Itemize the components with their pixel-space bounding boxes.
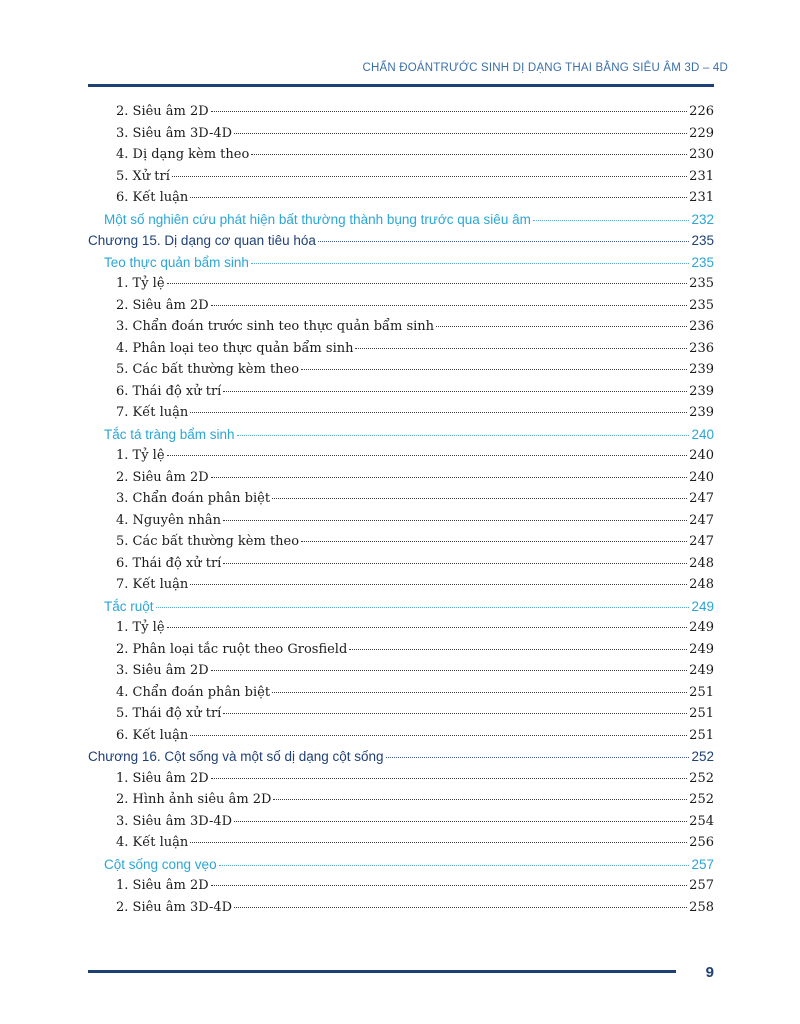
toc-dot-leader — [223, 390, 687, 392]
toc-section[interactable] — [88, 596, 714, 618]
toc-dot-leader — [211, 476, 687, 478]
toc-entry-label: Cột sống cong vẹo — [104, 856, 217, 872]
toc-dot-leader — [167, 282, 688, 284]
toc-entry-page: 247 — [689, 534, 714, 549]
toc-entry-page: 226 — [689, 104, 714, 119]
toc-entry-page: 251 — [689, 727, 714, 743]
toc-entry-label: 5. Thái độ xử trí — [116, 706, 222, 721]
toc-entry-label: 2. Siêu âm 2D — [116, 469, 209, 485]
toc-entry-label: 1. Tỷ lệ — [116, 276, 165, 291]
toc-entry-label: 2. Siêu âm 3D-4D — [116, 899, 233, 915]
toc-dot-leader — [211, 110, 687, 112]
toc-entry-page: 236 — [689, 340, 714, 356]
toc-subsection[interactable] — [88, 101, 714, 123]
toc-entry-label: 3. Chẩn đoán phân biệt — [116, 491, 271, 506]
toc-dot-leader — [167, 626, 688, 628]
toc-section[interactable] — [88, 424, 714, 446]
toc-subsection[interactable] — [88, 295, 714, 317]
footer-divider — [88, 970, 676, 973]
toc-subsection[interactable] — [88, 725, 714, 747]
toc-dot-leader — [318, 240, 690, 242]
toc-dot-leader — [211, 669, 687, 671]
toc-dot-leader — [219, 864, 690, 866]
toc-subsection[interactable] — [88, 811, 714, 833]
toc-entry-page: 251 — [689, 706, 714, 721]
toc-entry-label: 4. Phân loại teo thực quản bẩm sinh — [116, 340, 354, 356]
toc-subsection[interactable] — [88, 617, 714, 639]
page-number: 9 — [705, 964, 714, 981]
toc-entry-page: 252 — [689, 792, 714, 807]
toc-dot-leader — [156, 606, 690, 608]
toc-entry-page: 232 — [691, 211, 714, 227]
toc-entry-label: 6. Kết luận — [116, 190, 189, 205]
toc-entry-label: Chương 16. Cột sống và một số dị dạng cột sống — [88, 749, 384, 764]
toc-dot-leader — [223, 519, 687, 521]
toc-entry-page: 252 — [691, 749, 714, 764]
toc-subsection[interactable] — [88, 639, 714, 661]
toc-subsection[interactable] — [88, 703, 714, 725]
toc-entry-label: Teo thực quản bẩm sinh — [104, 254, 249, 270]
toc-dot-leader — [190, 734, 687, 736]
toc-entry-page: 231 — [689, 168, 714, 184]
toc-entry-page: 252 — [689, 770, 714, 786]
toc-entry-page: 249 — [689, 641, 714, 657]
toc-subsection[interactable] — [88, 875, 714, 897]
toc-subsection[interactable] — [88, 123, 714, 145]
toc-dot-leader — [172, 175, 687, 177]
toc-dot-leader — [223, 562, 687, 564]
toc-dot-leader — [355, 347, 687, 349]
toc-section[interactable] — [88, 252, 714, 274]
running-header: CHẨN ĐOÁNTRƯỚC SINH DỊ DẠNG THAI BẰNG SIÊU ÂM 3D – 4D — [362, 62, 728, 74]
toc-dot-leader — [167, 454, 688, 456]
toc-subsection[interactable] — [88, 381, 714, 403]
toc-entry-label: 4. Kết luận — [116, 835, 189, 850]
toc-entry-page: 248 — [689, 555, 714, 571]
toc-entry-label: 3. Siêu âm 2D — [116, 663, 209, 678]
toc-entry-label: 2. Hình ảnh siêu âm 2D — [116, 792, 272, 807]
toc-subsection[interactable] — [88, 897, 714, 919]
toc-entry-label: 2. Siêu âm 2D — [116, 297, 209, 313]
toc-entry-page: 236 — [689, 319, 714, 334]
toc-entry-label: Tắc ruột — [104, 598, 154, 614]
toc-dot-leader — [272, 691, 687, 693]
toc-entry-page: 248 — [689, 577, 714, 592]
toc-section[interactable] — [88, 209, 714, 231]
toc-entry-page: 239 — [689, 383, 714, 399]
toc-entry-label: 1. Siêu âm 2D — [116, 770, 209, 786]
toc-entry-page: 257 — [691, 856, 714, 872]
toc-section[interactable] — [88, 854, 714, 876]
toc-subsection[interactable] — [88, 832, 714, 854]
toc-entry-page: 256 — [689, 835, 714, 850]
toc-dot-leader — [436, 325, 687, 327]
toc-entry-page: 240 — [691, 426, 714, 442]
toc-subsection[interactable] — [88, 402, 714, 424]
toc-entry-label: 1. Tỷ lệ — [116, 620, 165, 635]
toc-entry-page: 247 — [689, 512, 714, 528]
toc-subsection[interactable] — [88, 187, 714, 209]
toc-entry-page: 258 — [689, 899, 714, 915]
toc-entry-label: 6. Kết luận — [116, 727, 189, 743]
toc-subsection[interactable] — [88, 531, 714, 553]
toc-dot-leader — [386, 756, 690, 758]
toc-entry-label: 4. Chẩn đoán phân biệt — [116, 684, 271, 700]
toc-entry-page: 254 — [689, 813, 714, 829]
toc-entry-page: 230 — [689, 147, 714, 162]
toc-entry-label: 5. Các bất thường kèm theo — [116, 362, 300, 377]
toc-entry-page: 251 — [689, 684, 714, 700]
toc-dot-leader — [211, 884, 687, 886]
toc-entry-label: 3. Siêu âm 3D-4D — [116, 813, 233, 829]
toc-dot-leader — [251, 153, 687, 155]
toc-entry-label: 5. Xử trí — [116, 168, 170, 184]
toc-entry-label: 7. Kết luận — [116, 405, 189, 420]
toc-chapter[interactable] — [88, 746, 714, 768]
toc-entry-label: 2. Siêu âm 2D — [116, 104, 209, 119]
toc-entry-label: 6. Thái độ xử trí — [116, 383, 222, 399]
toc-dot-leader — [190, 196, 687, 198]
toc-dot-leader — [349, 648, 687, 650]
toc-dot-leader — [223, 712, 687, 714]
toc-dot-leader — [237, 434, 690, 436]
toc-entry-page: 240 — [689, 469, 714, 485]
toc-entry-page: 239 — [689, 405, 714, 420]
toc-subsection[interactable] — [88, 660, 714, 682]
toc-entry-page: 249 — [691, 598, 714, 614]
toc-dot-leader — [211, 304, 687, 306]
toc-subsection[interactable] — [88, 273, 714, 295]
toc-chapter[interactable] — [88, 230, 714, 252]
toc-subsection[interactable] — [88, 789, 714, 811]
toc-dot-leader — [234, 906, 687, 908]
toc-entry-label: 4. Nguyên nhân — [116, 512, 222, 528]
toc-subsection[interactable] — [88, 316, 714, 338]
toc-dot-leader — [234, 132, 687, 134]
toc-entry-page: 229 — [689, 125, 714, 141]
toc-subsection[interactable] — [88, 682, 714, 704]
toc-entry-page: 249 — [689, 663, 714, 678]
toc-dot-leader — [211, 777, 687, 779]
toc-entry-label: 2. Phân loại tắc ruột theo Grosfield — [116, 641, 348, 657]
toc-entry-page: 235 — [691, 254, 714, 270]
toc-entry-label: 5. Các bất thường kèm theo — [116, 534, 300, 549]
toc-subsection[interactable] — [88, 553, 714, 575]
toc-subsection[interactable] — [88, 166, 714, 188]
toc-entry-label: 4. Dị dạng kèm theo — [116, 147, 250, 162]
toc-entry-page: 239 — [689, 362, 714, 377]
toc-entry-label: 3. Chẩn đoán trước sinh teo thực quản bẩm sinh — [116, 319, 435, 334]
toc-entry-label: 1. Siêu âm 2D — [116, 878, 209, 893]
toc-subsection[interactable] — [88, 768, 714, 790]
toc-subsection[interactable] — [88, 359, 714, 381]
toc-entry-page: 247 — [689, 491, 714, 506]
toc-subsection[interactable] — [88, 467, 714, 489]
toc-entry-page: 235 — [691, 233, 714, 248]
toc-entry-page: 257 — [689, 878, 714, 893]
toc-subsection[interactable] — [88, 445, 714, 467]
toc-entry-label: 7. Kết luận — [116, 577, 189, 592]
toc-entry-page: 249 — [689, 620, 714, 635]
toc-subsection[interactable] — [88, 144, 714, 166]
toc-dot-leader — [251, 262, 690, 264]
toc-dot-leader — [190, 411, 687, 413]
toc-entry-page: 240 — [689, 448, 714, 463]
toc-entry-label: Tắc tá tràng bẩm sinh — [104, 426, 235, 442]
toc-entry-label: 6. Thái độ xử trí — [116, 555, 222, 571]
toc-dot-leader — [190, 583, 687, 585]
toc-subsection[interactable] — [88, 488, 714, 510]
toc-dot-leader — [190, 841, 687, 843]
toc-subsection[interactable] — [88, 574, 714, 596]
toc-entry-label: Chương 15. Dị dạng cơ quan tiêu hóa — [88, 233, 316, 248]
toc-dot-leader — [272, 497, 687, 499]
toc-dot-leader — [533, 219, 690, 221]
toc-dot-leader — [301, 368, 687, 370]
toc-entry-page: 235 — [689, 276, 714, 291]
toc-entry-page: 235 — [689, 297, 714, 313]
toc-entry-label: Một số nghiên cứu phát hiện bất thường thành bụng trước qua siêu âm — [104, 211, 531, 227]
toc-dot-leader — [273, 798, 687, 800]
toc-subsection[interactable] — [88, 510, 714, 532]
toc-subsection[interactable] — [88, 338, 714, 360]
toc-dot-leader — [234, 820, 687, 822]
toc-entry-label: 3. Siêu âm 3D-4D — [116, 125, 233, 141]
toc-dot-leader — [301, 540, 687, 542]
toc-entry-page: 231 — [689, 190, 714, 205]
table-of-contents — [88, 101, 714, 918]
toc-entry-label: 1. Tỷ lệ — [116, 448, 165, 463]
header-divider — [88, 84, 714, 87]
